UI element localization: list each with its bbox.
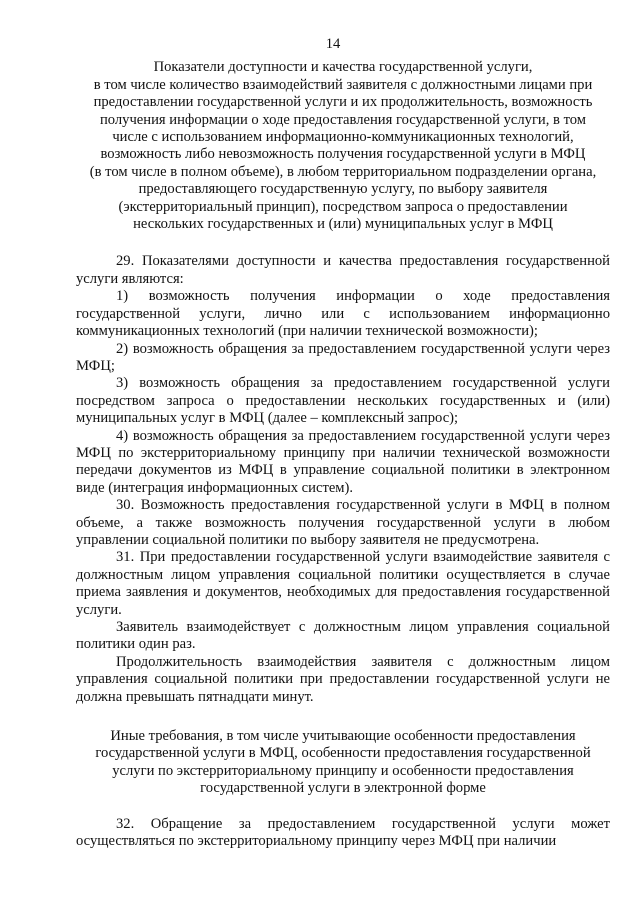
heading-line: государственной услуги в электронной форме: [200, 780, 486, 797]
heading-line: в том числе количество взаимодействий заявителя с должностными лицами при: [93, 76, 593, 93]
paragraph-single-interaction: Заявитель взаимодействует с должностным лицом управления социальной политики один раз.: [76, 619, 610, 653]
heading-line: предоставляющего государственную услугу, по выбору заявителя: [138, 181, 548, 198]
paragraph-duration: Продолжительность взаимодействия заявителя с должностным лицом управления социальной политики при предоставлении государственной услуги не должна превышать пятнадцати минут.: [76, 653, 610, 705]
paragraph-29: 29. Показателями доступности и качества предоставления государственной услуги являются:: [76, 253, 610, 287]
heading-line: Показатели доступности и качества государственной услуги,: [153, 59, 533, 76]
paragraph-30: 30. Возможность предоставления государственной услуги в МФЦ в полном объеме, а также возможность получения государственной услуги в любом управлении социальной политики по выбору заявителя не предусмотрена.: [76, 497, 610, 548]
paragraph-32: 32. Обращение за предоставлением государственной услуги может осуществляться по экстерриториальному принципу через МФЦ при наличии: [76, 815, 610, 850]
heading-line: числе с использованием информационно-коммуникационных технологий,: [112, 129, 574, 146]
list-item-3: 3) возможность обращения за предоставлением государственной услуги посредством запроса о предоставлении нескольких государственных и (или) муниципальных услуг в МФЦ (далее – комплексный запрос);: [76, 375, 610, 427]
page-number: 14: [325, 36, 341, 52]
heading-line: получения информации о ходе предоставления государственной услуги, в том: [99, 111, 587, 128]
list-item-4: 4) возможность обращения за предоставлением государственной услуги через МФЦ по экстерриториальному принципу при наличии технической возможности передачи документов из МФЦ в управление социальной политики в электронном виде (интеграция информационных систем).: [76, 427, 610, 496]
list-item-2: 2) возможность обращения за предоставлением государственной услуги через МФЦ;: [76, 340, 610, 374]
heading-line: предоставлении государственной услуги и их продолжительность, возможность: [93, 94, 593, 111]
heading-line: возможность либо невозможность получения государственной услуги в МФЦ: [100, 146, 586, 163]
list-item-1: 1) возможность получения информации о ходе предоставления государственной услуги, лично или с использованием информационно коммуникационных технологий (при наличии технической возможности);: [76, 288, 610, 340]
heading-line: нескольких государственных и (или) муниципальных услуг в МФЦ: [133, 216, 553, 233]
heading-line: государственной услуги в МФЦ, особенности предоставления государственной: [95, 745, 591, 762]
heading-line: (в том числе в полном объеме), в любом территориальном подразделении органа,: [89, 163, 597, 180]
heading-line: Иные требования, в том числе учитывающие особенности предоставления: [110, 728, 576, 745]
section-heading-other-requirements: [76, 728, 610, 798]
section-heading-accessibility: [76, 59, 610, 233]
paragraph-31: 31. При предоставлении государственной услуги взаимодействие заявителя с должностным лицом управления социальной политики осуществляется в случае приема заявления и документов, необходимых для предоставления государственной услуги.: [76, 549, 610, 618]
heading-line: услуги по экстерриториальному принципу и особенности предоставления: [112, 762, 574, 779]
heading-line: (экстерриториальный принцип), посредством запроса о предоставлении: [118, 198, 568, 215]
